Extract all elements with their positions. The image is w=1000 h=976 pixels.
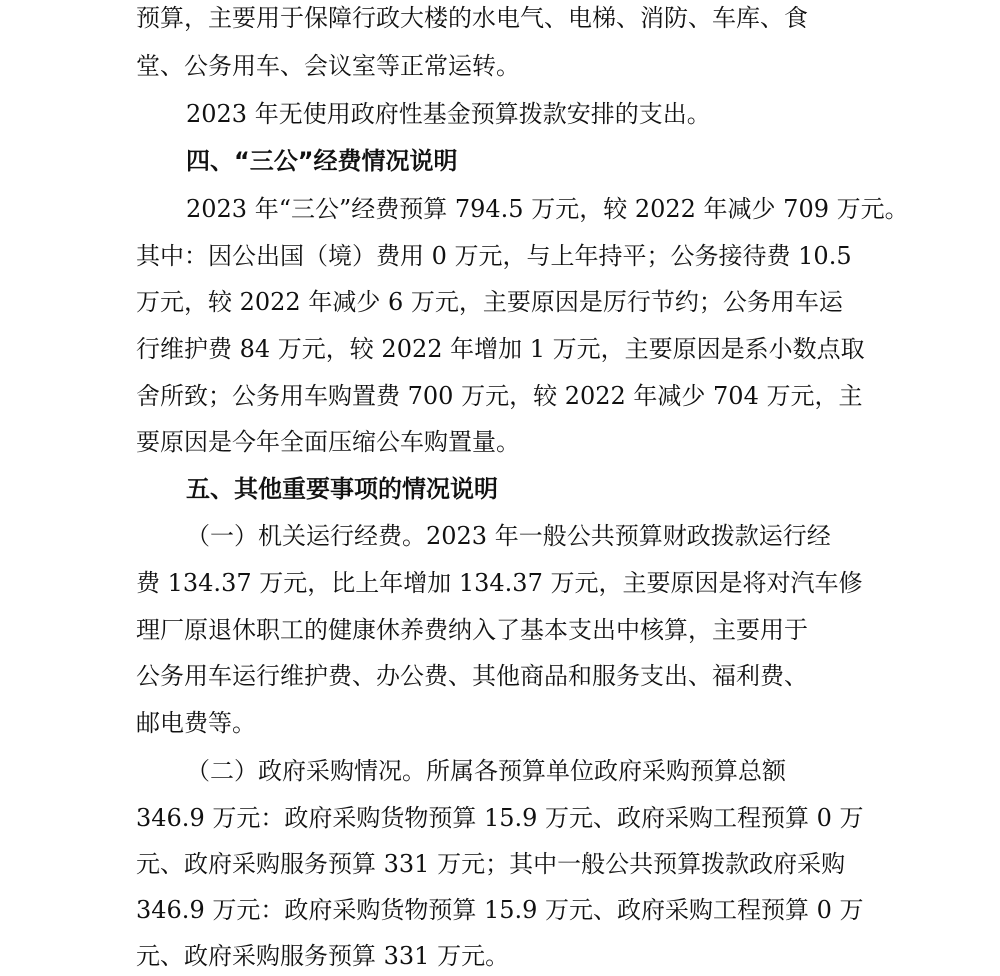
paragraph-line: 费 134.37 万元，比上年增加 134.37 万元，主要原因是将对汽车修 [136,569,863,597]
paragraph-line: 元、政府采购服务预算 331 万元。 [136,942,510,970]
paragraph-line: 元、政府采购服务预算 331 万元；其中一般公共预算拨款政府采购 [136,850,846,878]
paragraph-line: 邮电费等。 [136,709,256,737]
paragraph-line: 346.9 万元：政府采购货物预算 15.9 万元、政府采购工程预算 0 万 [136,804,864,832]
paragraph-line: 其中：因公出国（境）费用 0 万元，与上年持平；公务接待费 10.5 [136,242,852,270]
paragraph-line: 公务用车运行维护费、办公费、其他商品和服务支出、福利费、 [136,662,808,690]
paragraph-line: （二）政府采购情况。所属各预算单位政府采购预算总额 [186,757,786,785]
paragraph-line: （一）机关运行经费。2023 年一般公共预算财政拨款运行经 [186,522,831,550]
paragraph-line: 万元，较 2022 年减少 6 万元，主要原因是厉行节约；公务用车运 [136,288,843,316]
paragraph-line: 堂、公务用车、会议室等正常运转。 [136,52,520,80]
paragraph-line: 行维护费 84 万元，较 2022 年增加 1 万元，主要原因是系小数点取 [136,335,865,363]
paragraph-line: 预算，主要用于保障行政大楼的水电气、电梯、消防、车库、食 [136,4,808,32]
section-heading-4: 四、“三公”经费情况说明 [186,147,458,175]
paragraph-line: 要原因是今年全面压缩公车购置量。 [136,428,520,456]
paragraph-line: 2023 年“三公”经费预算 794.5 万元，较 2022 年减少 709 万元。 [186,195,909,223]
paragraph-line: 舍所致；公务用车购置费 700 万元，较 2022 年减少 704 万元，主 [136,382,863,410]
paragraph-line: 346.9 万元：政府采购货物预算 15.9 万元、政府采购工程预算 0 万 [136,896,864,924]
section-heading-5: 五、其他重要事项的情况说明 [186,475,498,503]
paragraph-line: 理厂原退休职工的健康休养费纳入了基本支出中核算，主要用于 [136,616,808,644]
paragraph-line: 2023 年无使用政府性基金预算拨款安排的支出。 [186,100,711,128]
